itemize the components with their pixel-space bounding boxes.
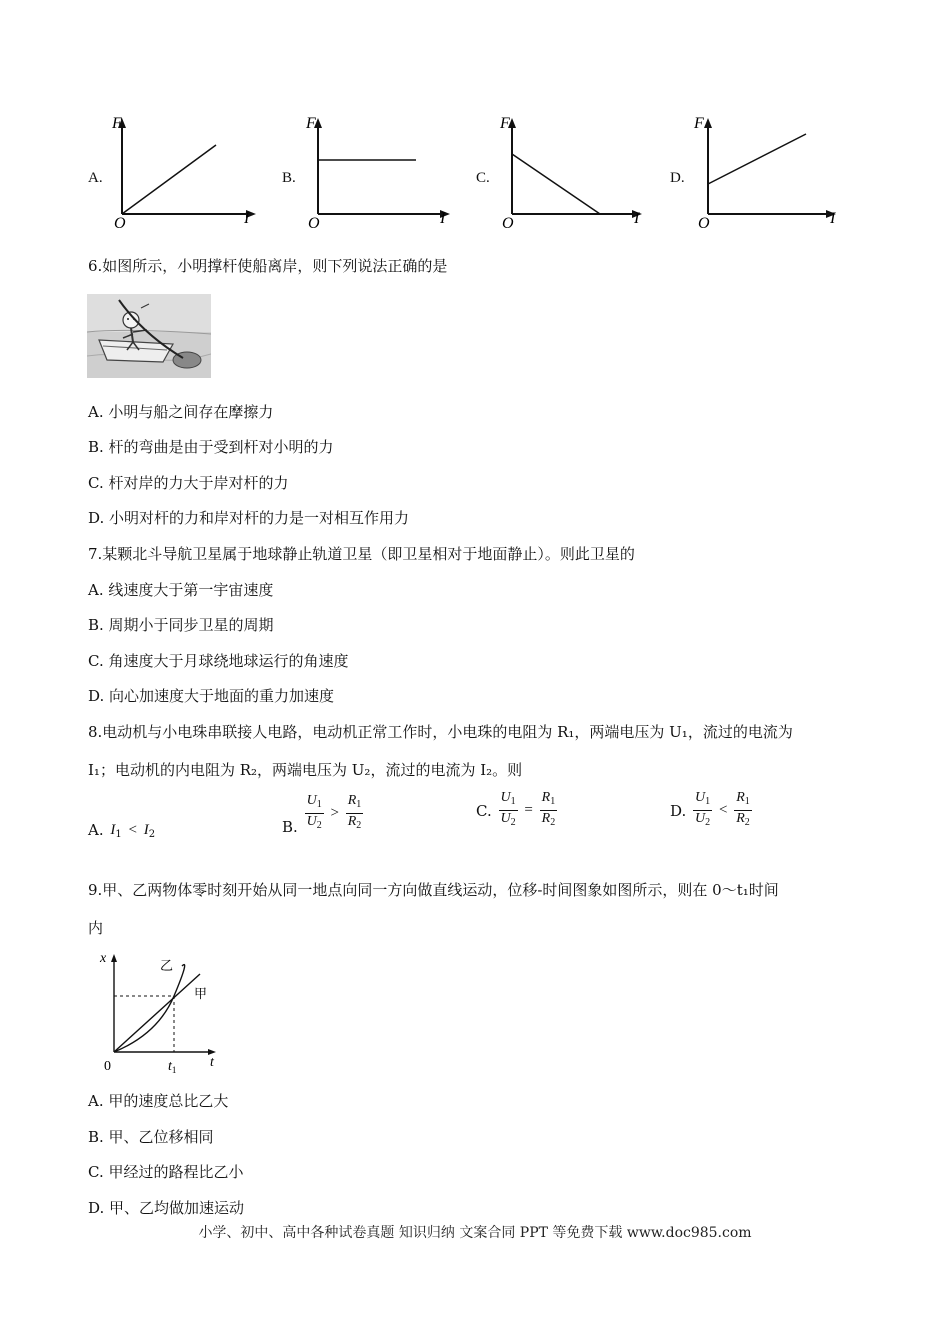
q9-y-axis-label: x — [100, 951, 107, 966]
q5-b-y-label: F — [306, 115, 316, 132]
q6-option-b: B. 杆的弯曲是由于受到杆对小明的力 — [88, 438, 334, 456]
q8-stem-line1: 8.电动机与小电珠串联接人电路，电动机正常工作时，小电珠的电阻为 R₁，两端电压为 U₁，流过的电流为 — [88, 723, 793, 741]
q9-curve-yi-label: 乙 — [160, 959, 174, 974]
q6-option-c: C. 杆对岸的力大于岸对杆的力 — [88, 474, 289, 492]
q5-graph-b — [302, 110, 462, 230]
q9-option-d: D. 甲、乙均做加速运动 — [88, 1199, 245, 1217]
q9-x-axis-label: t — [210, 1055, 214, 1070]
q5-a-x-label: I — [244, 210, 250, 227]
q9-origin: 0 — [104, 1059, 111, 1074]
q5-option-b-label: B. — [282, 170, 296, 186]
q8-c-frac-right: $\frac{R_1}{R_2}$ — [541, 790, 556, 828]
q5-c-x-label: I — [634, 210, 640, 227]
q9-t1-label: $t_1$ — [168, 1059, 177, 1074]
q5-option-d-label: D. — [670, 170, 685, 186]
q5-a-origin: O — [114, 215, 126, 230]
q8-stem-line2: I₁；电动机的内电阻为 R₂，两端电压为 U₂，流过的电流为 I₂。则 — [88, 761, 523, 779]
q8-d-frac-left: $\frac{U_1}{U_2}$ — [695, 790, 711, 828]
q5-d-x-label: I — [830, 210, 836, 227]
q8-d-label: D. — [670, 801, 687, 820]
q8-b-label: B. — [282, 818, 298, 836]
q5-option-c-label: C. — [476, 170, 490, 186]
q5-b-origin: O — [308, 215, 320, 230]
q5-graph-d — [690, 110, 850, 230]
q6-boat-illustration — [87, 294, 211, 378]
q9-stem-line2: 内 — [88, 919, 104, 937]
q7-option-b: B. 周期小于同步卫星的周期 — [88, 616, 274, 634]
q8-d-frac-right: $\frac{R_1}{R_2}$ — [736, 790, 750, 828]
q8-b-frac-right: $\frac{R_1}{R_2}$ — [347, 792, 362, 831]
q8-c-frac-left: $\frac{U_1}{U_2}$ — [500, 790, 516, 828]
q5-d-y-label: F — [694, 115, 704, 132]
q9-xt-graph — [96, 948, 226, 1074]
q5-a-y-label: F — [112, 115, 122, 132]
q8-option-c: C. $\frac{U_1}{U_2}$ = $\frac{R_1}{R_2}$ — [476, 790, 557, 831]
q8-option-d: D. $\frac{U_1}{U_2}$ < $\frac{R_1}{R_2}$ — [670, 790, 752, 831]
q7-option-a: A. 线速度大于第一宇宙速度 — [88, 581, 274, 599]
q6-stem: 6.如图所示，小明撑杆使船离岸，则下列说法正确的是 — [88, 257, 448, 275]
q8-option-b: B. $\frac{U_1}{U_2}$ > $\frac{R_1}{R_2}$ — [282, 792, 362, 836]
q5-graph-a — [108, 110, 268, 230]
q5-graph-c — [496, 110, 656, 230]
q9-stem-line1: 9.甲、乙两物体零时刻开始从同一地点向同一方向做直线运动，位移-时间图象如图所示，则在 0～t₁时间 — [88, 881, 779, 899]
q7-stem: 7.某颗北斗导航卫星属于地球静止轨道卫星（即卫星相对于地面静止）。则此卫星的 — [88, 545, 635, 563]
page-footer: 小学、初中、高中各种试卷真题 知识归纳 文案合同 PPT 等免费下载 www.doc985.com — [198, 1225, 752, 1241]
q5-c-origin: O — [502, 215, 514, 230]
q9-option-c: C. 甲经过的路程比乙小 — [88, 1163, 244, 1181]
q5-option-a-label: A. — [88, 170, 103, 186]
q8-c-label: C. — [476, 801, 492, 820]
q7-option-d: D. 向心加速度大于地面的重力加速度 — [88, 687, 335, 705]
q6-option-a: A. 小明与船之间存在摩擦力 — [88, 403, 274, 421]
q5-d-origin: O — [698, 215, 710, 230]
q5-c-y-label: F — [500, 115, 510, 132]
q9-option-b: B. 甲、乙位移相同 — [88, 1128, 214, 1146]
q8-a-label: A. — [88, 821, 104, 839]
q7-option-c: C. 角速度大于月球绕地球运行的角速度 — [88, 652, 349, 670]
q9-line-jia-label: 甲 — [194, 987, 208, 1002]
q6-option-d: D. 小明对杆的力和岸对杆的力是一对相互作用力 — [88, 509, 410, 527]
q8-b-frac-left: $\frac{U_1}{U_2}$ — [306, 792, 322, 831]
q9-option-a: A. 甲的速度总比乙大 — [88, 1092, 229, 1110]
q5-b-x-label: I — [440, 210, 446, 227]
q8-option-a: A. $I_1 < I_2$ — [88, 821, 156, 840]
